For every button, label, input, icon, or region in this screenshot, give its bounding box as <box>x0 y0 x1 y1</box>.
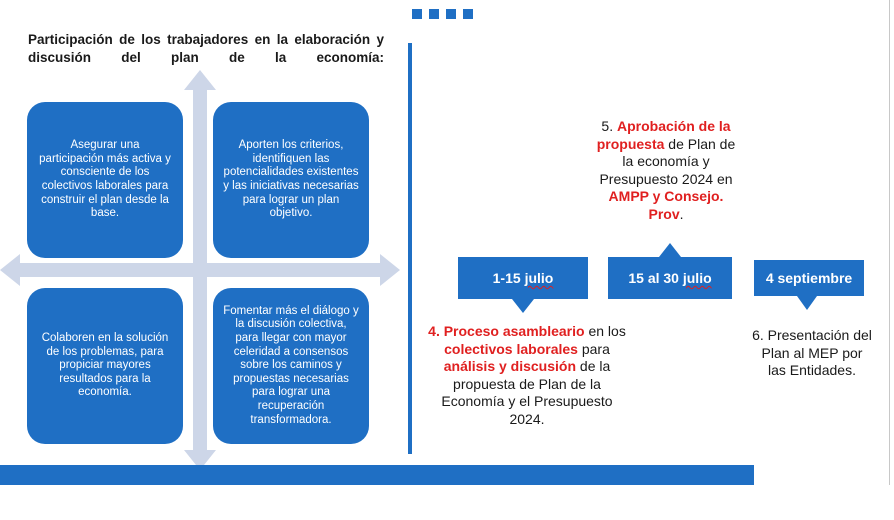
bottom-bar <box>0 465 754 485</box>
step4-highlight-analysis: análisis y discusión <box>443 358 577 375</box>
date-box-step6: 4 septiembre <box>754 260 864 296</box>
quadrant-bottom-left-text: Colaboren en la solución de los problemas, para propiciar mayores resultados para la economía. <box>41 332 169 399</box>
quadrant-top-right <box>213 102 369 258</box>
date-box-step4: 1-15 julio <box>458 257 588 299</box>
pointer-step6 <box>797 296 817 310</box>
step4-highlight-collectives: colectivos laborales <box>444 340 578 357</box>
quadrant-bottom-right <box>213 288 369 444</box>
deco-square-2 <box>429 9 439 19</box>
step5-description: 5. Aprobación de la propuesta de Plan de la economía y Presupuesto 2024 en AMPP y Consejo. Prov. <box>596 118 736 222</box>
step5-highlight-approval: Aprobación de la propuesta <box>596 118 731 152</box>
deco-square-1 <box>412 9 422 19</box>
quadrant-bottom-left <box>27 288 183 444</box>
step4-description: 4. Proceso asambleario en los colectivos laborales para análisis y discusión de la propuesta de Plan de la Economía y el Presupuesto 2024. <box>428 323 626 427</box>
section-title: Participación de los trabajadores en la elaboración y discusión del plan de la economía: <box>28 32 384 65</box>
step6-description: 6. Presentación del Plan al MEP por las Entidades. <box>752 327 872 379</box>
quadrant-bottom-right-text: Fomentar más el diálogo y la discusión colectiva, para llegar con mayor celeridad a consensos sobre los caminos y propuestas necesarias para lograr una recuperación transformadora. <box>223 304 359 426</box>
deco-square-3 <box>446 9 456 19</box>
vertical-divider <box>408 43 412 454</box>
quadrant-top-left <box>27 102 183 258</box>
right-edge-line <box>889 0 890 485</box>
deco-square-4 <box>463 9 473 19</box>
pointer-step4 <box>512 299 534 313</box>
pointer-step5 <box>659 243 681 257</box>
date-box-step5: 15 al 30 julio <box>608 257 732 299</box>
step4-highlight-process: 4. Proceso asambleario <box>428 323 585 339</box>
step5-highlight-ampp: AMPP y Consejo. Prov <box>608 188 724 222</box>
quadrant-top-right-text: Aporten los criterios, identifiquen las potencialidades existentes y las iniciativas necesarias para lograr un plan objetivo. <box>223 139 359 220</box>
quadrant-top-left-text: Asegurar una participación más activa y consciente de los colectivos laborales para construir el plan desde la base. <box>39 139 171 220</box>
